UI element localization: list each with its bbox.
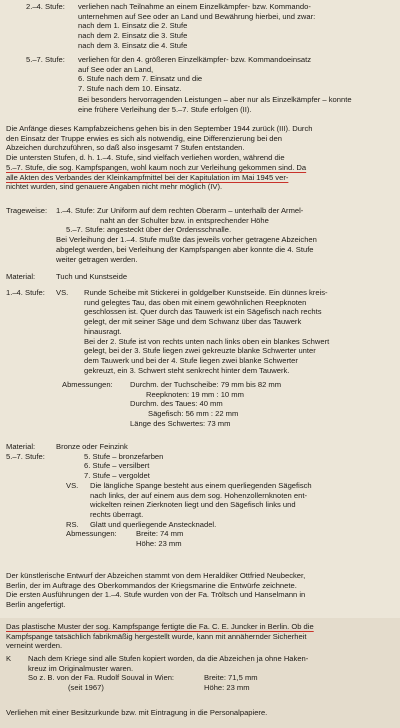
text-line: Die längliche Spange besteht aus einem querliegenden Sägefisch: [90, 480, 312, 490]
stufe-finish-line: 5. Stufe – bronzefarben: [84, 451, 164, 461]
highlighted-line: alle Akten des Verbandes der Kleinkampfmittel bei der Kapitulation im Mai 1945 ver-: [6, 172, 289, 182]
stufe-1-4-label: 1.–4. Stufe:: [6, 288, 45, 297]
text-line: rechts überragt.: [90, 509, 144, 519]
souval-since: (seit 1967): [68, 683, 104, 693]
wear-section: [6, 206, 396, 264]
text-line: 1.–4. Stufe: Zur Uniform auf dem rechten Oberarm – unterhalb der Armel-: [56, 206, 304, 215]
text-line: Abzeichen durchzuführen, so daß also insgesamt 7 Stufen entstanden.: [6, 143, 245, 153]
stufe-finish-line: 7. Stufe – vergoldet: [84, 471, 150, 481]
dimension-line: Reepknoten: 19 mm : 10 mm: [146, 389, 244, 399]
souval-line: So z. B. von der Fa. Rudolf Souval in Wien:: [28, 673, 175, 683]
text-line: verliehen nach Teilnahme an einem Einzelkämpfer- bzw. Kommando-: [78, 2, 311, 11]
text-line: dem Tauwerk und bei der 4. Stufe liegen zwei blanke Schwerter: [84, 355, 298, 365]
dimension-line: Durchm. des Taues: 40 mm: [130, 399, 223, 409]
material-1-stufe-1-4: [6, 288, 396, 375]
text-line: nach dem 3. Einsatz die 4. Stufe: [78, 40, 188, 50]
text-line: Die ersten Ausführungen der 1.–4. Stufe wurden von der Fa. Tröltsch und Hanselmann in: [6, 590, 306, 600]
text-line: nach dem 1. Einsatz die 2. Stufe: [78, 21, 188, 31]
dimension-line: Länge des Schwertes: 73 mm: [130, 418, 231, 428]
text-line: verneint werden.: [6, 641, 63, 651]
text-line: rund gelegtes Tau, das oben mit einem gewöhnlichen Reepknoten: [84, 297, 307, 307]
text-line: Der künstlerische Entwurf der Abzeichen stammt von dem Heraldiker Ottfried Neubecker,: [6, 571, 306, 580]
text-line: Bei Verleihung der 1.–4. Stufe mußte das jeweils vorher getragene Abzeichen: [56, 235, 317, 245]
vs-label: VS.: [66, 480, 79, 490]
dimensions-label: Abmessungen:: [66, 529, 117, 539]
text-line: Glatt und querliegende Anstecknadel.: [90, 519, 217, 529]
stufe-2-4-section: [26, 2, 396, 51]
material-label: Material:: [6, 272, 36, 281]
material-value: Bronze oder Feinzink: [56, 442, 128, 451]
material-2-section: [6, 442, 396, 549]
text-line: 5.–7. Stufe: angesteckt über der Ordensschnalle.: [66, 225, 232, 235]
stufe-2-4-label: 2.–4. Stufe:: [26, 2, 65, 11]
final-line: [6, 708, 396, 718]
dimension-line: Durchm. der Tuchscheibe: 79 mm bis 82 mm: [130, 380, 282, 389]
text-line: wickelten reinen Zierknoten liegt und den Sägefisch links und: [90, 500, 296, 510]
material-label: Material:: [6, 442, 36, 451]
dimension-line: Breite: 74 mm: [136, 529, 184, 539]
material-1-section: [6, 272, 396, 282]
text-line: Bei der 2. Stufe ist von rechts unten nach links oben ein blankes Schwert: [84, 336, 330, 346]
text-line: verliehen für den 4. größeren Einzelkämpfer- bzw. Kommandoeinsatz: [78, 55, 311, 64]
text-line: Verliehen mit einer Besitzurkunde bzw. mit Eintragung in die Personalpapiere.: [6, 708, 268, 717]
text-line: eine frühere Verleihung der 5.–7. Stufe erfolgen (II).: [78, 104, 252, 114]
text-line: kreuz im Originalmuster waren.: [28, 663, 134, 673]
text-line: unternehmen auf See oder an Land und Bewährung hierbei, und zwar:: [78, 11, 316, 21]
text-line: nach links, der auf einem aus dem sog. Hohenzollernknoten ent-: [90, 490, 307, 500]
stufe-5-7-label: 5.–7. Stufe:: [26, 55, 65, 64]
text-line: geschlossen ist. Quer durch das Tauwerk ist ein Sägefisch nach rechts: [84, 307, 322, 317]
design-paragraph: [6, 571, 396, 610]
text-line: nach dem 2. Einsatz die 3. Stufe: [78, 31, 188, 41]
text-line: Die Anfänge dieses Kampfabzeichens gehen bis in den September 1944 zurück (III). Durch: [6, 124, 313, 133]
highlighted-line: 5.–7. Stufe, die sog. Kampfspangen, wohl kaum noch zur Verleihung gekommen sind. Da: [6, 162, 307, 172]
text-line: hinausragt.: [84, 326, 122, 336]
text-line: Runde Scheibe mit Stickerei in goldgelber Kunstseide. Ein dünnes kreis-: [84, 288, 328, 297]
text-line: gelegt, der mit seiner Säge und dem Schwanz über das Tauwerk: [84, 317, 302, 327]
text-line: gelegt, bei der 3. Stufe liegen zwei gekreuzte blanke Schwerter unter: [84, 346, 316, 356]
stufe-5-7-section: [26, 55, 396, 94]
text-line: auf See oder an Land,: [78, 64, 154, 74]
k-label: K: [6, 654, 12, 663]
highlighted-line: Das plastische Muster der sog. Kampfspange fertigte die Fa. C. E. Juncker in Berlin. Ob die: [6, 622, 314, 631]
text-line: abgelegt werden, bei Verleihung der Kampfspangen aber konnte die 4. Stufe: [56, 244, 314, 254]
text-line: Bei besonders hervorragenden Leistungen – aber nur als Einzelkämpfer – konnte: [78, 95, 352, 104]
juncker-paragraph: [6, 622, 396, 651]
text-line: Berlin angefertigt.: [6, 600, 66, 610]
text-line: Kampfspange tatsächlich fabrikmäßig hergestellt wurde, kann mit annähernder Sicherheit: [6, 631, 307, 641]
text-line: Die untersten Stufen, d. h. 1.–4. Stufe, sind vielfach verliehen worden, während die: [6, 153, 285, 163]
text-line: gekreuzt, ein 3. Schwert steht senkrecht hinter dem Tauwerk.: [84, 365, 290, 375]
text-line: weiter getragen werden.: [56, 254, 138, 264]
text-line: naht an der Schulter bzw. in entsprechender Höhe: [100, 215, 269, 225]
wear-label: Trageweise:: [6, 206, 48, 215]
dimension-line: Sägefisch: 56 mm : 22 mm: [148, 409, 239, 419]
material-1-dimensions: [62, 380, 396, 429]
vs-label: VS.: [56, 288, 69, 297]
dimensions-label: Abmessungen:: [62, 380, 113, 389]
text-line: Berlin, der im Auftrage des Oberkommandos der Kriegsmarine die Entwürfe zeichnete.: [6, 580, 297, 590]
souval-hoehe: Höhe: 23 mm: [204, 683, 250, 693]
copies-section: [6, 654, 396, 693]
text-line: 6. Stufe nach dem 7. Einsatz und die: [78, 74, 203, 84]
rs-label: RS.: [66, 519, 79, 529]
souval-breite: Breite: 71,5 mm: [204, 673, 258, 683]
stufe-finish-line: 6. Stufe – versilbert: [84, 461, 150, 471]
material-value: Tuch und Kunstseide: [56, 272, 128, 281]
dimension-line: Höhe: 23 mm: [136, 539, 182, 549]
text-line: den Einsatz der Truppe erwies es sich als notwendig, eine Differenzierung bei den: [6, 133, 282, 143]
text-line: Nach dem Kriege sind alle Stufen kopiert worden, da die Abzeichen ja ohne Haken-: [28, 654, 309, 663]
text-line: 7. Stufe nach dem 10. Einsatz.: [78, 84, 182, 94]
stufe-5-7-label: 5.–7. Stufe:: [6, 451, 45, 461]
note-paragraph: [78, 95, 396, 114]
history-paragraph: [6, 124, 396, 192]
text-line: nichtet wurden, sind genauere Angaben nicht mehr möglich (IV).: [6, 182, 223, 192]
